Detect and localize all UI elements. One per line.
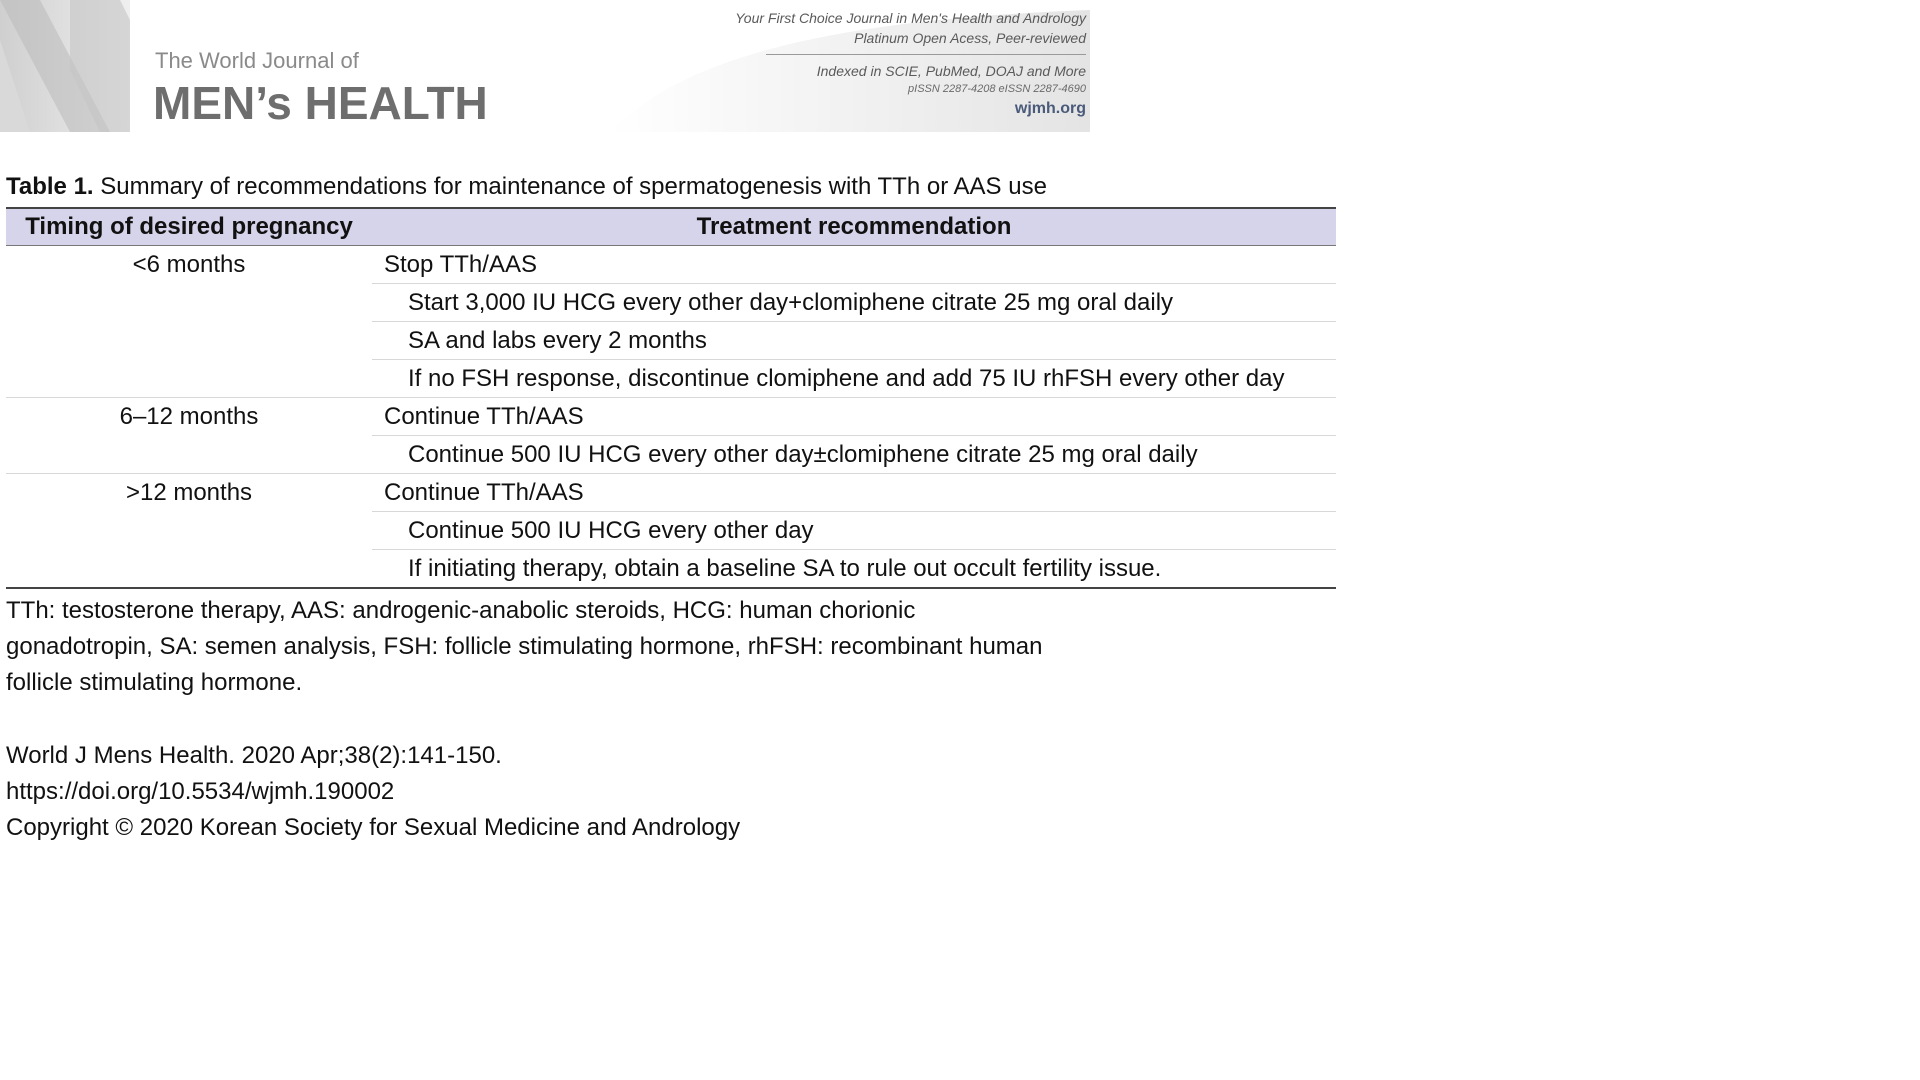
footnote-line: TTh: testosterone therapy, AAS: androgenic-anabolic steroids, HCG: human chorionic (6, 597, 916, 624)
table-row (6, 550, 1336, 589)
journal-info (646, 8, 1086, 121)
table-footnote (6, 593, 1126, 701)
journal-access: Platinum Open Acess, Peer-reviewed (854, 30, 1086, 46)
table-row (6, 322, 1336, 360)
treatment-sub-cell: Start 3,000 IU HCG every other day+clomiphene citrate 25 mg oral daily (372, 284, 1336, 322)
table-row (6, 436, 1336, 474)
footnote-line: gonadotropin, SA: semen analysis, FSH: follicle stimulating hormone, rhFSH: recombinant human (6, 633, 1043, 660)
header-timing: Timing of desired pregnancy (6, 208, 372, 246)
info-divider (766, 54, 1086, 55)
journal-issn: pISSN 2287-4208 eISSN 2287-4690 (908, 83, 1086, 95)
table-header-row (6, 208, 1336, 246)
citation-reference: World J Mens Health. 2020 Apr;38(2):141-150. (6, 742, 502, 769)
treatment-main-cell: Continue TTh/AAS (372, 398, 1336, 436)
timing-cell: 6–12 months (6, 398, 372, 436)
timing-cell: >12 months (6, 474, 372, 512)
table-caption (6, 173, 1047, 201)
journal-name: MEN’s HEALTH (153, 77, 488, 129)
recommendations-table (6, 207, 1336, 589)
citation-copyright: Copyright © 2020 Korean Society for Sexual Medicine and Andrology (6, 814, 741, 841)
journal-tagline: Your First Choice Journal in Men's Health and Andrology (735, 10, 1086, 26)
table-label: Table 1. (6, 173, 94, 200)
treatment-sub-cell: If no FSH response, discontinue clomiphene and add 75 IU rhFSH every other day (372, 360, 1336, 398)
treatment-sub-cell: If initiating therapy, obtain a baseline SA to rule out occult fertility issue. (372, 550, 1336, 589)
treatment-main-cell: Stop TTh/AAS (384, 250, 537, 278)
treatment-sub-cell: Continue 500 IU HCG every other day (372, 512, 1336, 550)
journal-prefix: The World Journal of (155, 48, 359, 73)
journal-website[interactable]: wjmh.org (1014, 100, 1086, 117)
citation (6, 738, 740, 846)
treatment-sub-cell: SA and labs every 2 months (372, 322, 1336, 360)
journal-banner (0, 0, 1090, 132)
table-row (6, 246, 1336, 284)
table-row (6, 474, 1336, 512)
journal-indexed: Indexed in SCIE, PubMed, DOAJ and More (816, 63, 1086, 79)
header-treatment: Treatment recommendation (372, 208, 1336, 246)
table-row (6, 512, 1336, 550)
footnote-line: follicle stimulating hormone. (6, 669, 303, 696)
citation-doi[interactable]: https://doi.org/10.5534/wjmh.190002 (6, 778, 395, 805)
timing-cell: <6 months (132, 250, 246, 278)
treatment-sub-cell: Continue 500 IU HCG every other day±clomiphene citrate 25 mg oral daily (372, 436, 1336, 474)
table-title: Summary of recommendations for maintenance of spermatogenesis with TTh or AAS use (100, 173, 1047, 200)
table-row (6, 398, 1336, 436)
table-row (6, 360, 1336, 398)
treatment-main-cell: Continue TTh/AAS (372, 474, 1336, 512)
table-row (6, 284, 1336, 322)
